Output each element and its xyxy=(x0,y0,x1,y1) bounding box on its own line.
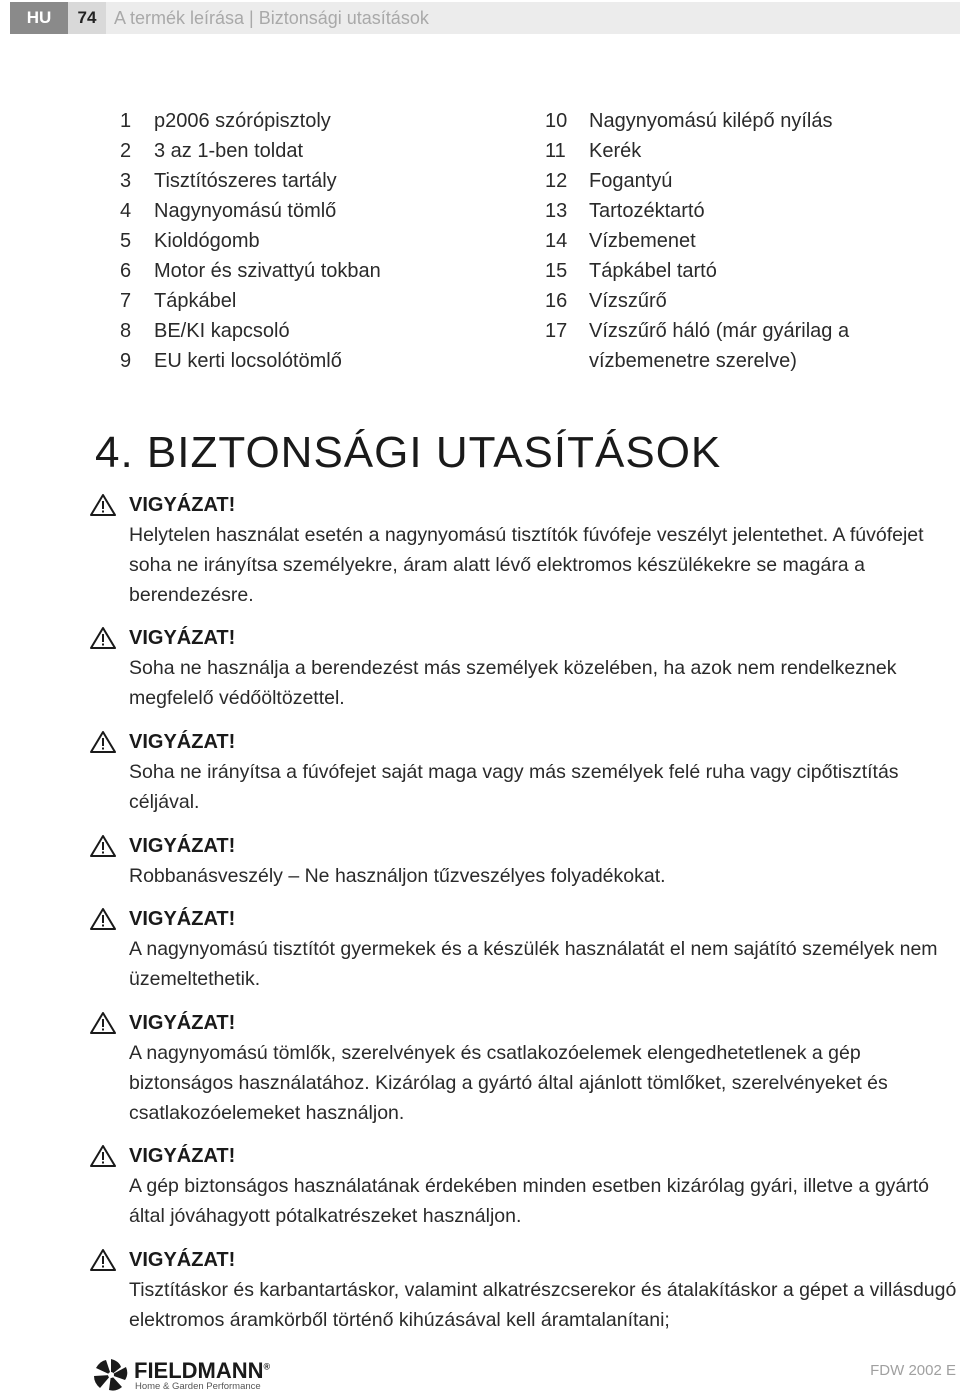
item-number: 15 xyxy=(545,260,568,282)
warning-text: Soha ne használja a berendezést más személyek közelében, ha azok nem rendelkeznek megfelelő védőöltözettel. xyxy=(129,657,897,709)
fieldmann-logo-icon xyxy=(92,1358,130,1392)
warning-label: VIGYÁZAT! xyxy=(129,834,236,857)
list-item xyxy=(120,316,520,346)
list-item xyxy=(120,226,520,256)
warning-label: VIGYÁZAT! xyxy=(129,1011,236,1034)
list-item xyxy=(545,106,945,136)
item-number: 14 xyxy=(545,230,568,252)
item-number: 2 xyxy=(120,140,132,162)
list-item xyxy=(545,256,945,286)
model-code: FDW 2002 E xyxy=(870,1362,956,1379)
warning-triangle-icon xyxy=(90,1248,116,1272)
warning-text: Helytelen használat esetén a nagynyomású tisztítók fúvófeje veszélyt jelentethet. A fúvófejet soha ne irányítsa személyekre, áram alatt lévő elektromos készülékekre se magára a berendezésre. xyxy=(129,524,924,606)
item-label: p2006 szórópisztoly xyxy=(154,110,331,132)
item-label: Fogantyú xyxy=(589,170,673,192)
parts-list-left xyxy=(120,106,520,376)
warning-block xyxy=(90,1008,958,1128)
warning-block xyxy=(90,831,958,891)
item-label: Motor és szivattyú tokban xyxy=(154,260,381,282)
item-number: 12 xyxy=(545,170,568,192)
item-label: Nagynyomású kilépő nyílás xyxy=(589,110,833,132)
item-number: 3 xyxy=(120,170,132,192)
warning-text: Soha ne irányítsa a fúvófejet saját maga vagy más személyek felé ruha vagy cipőtisztítás céljával. xyxy=(129,761,899,813)
page-number: 74 xyxy=(68,2,106,34)
warning-triangle-icon xyxy=(90,730,116,754)
warning-label: VIGYÁZAT! xyxy=(129,730,236,753)
item-label: Tisztítószeres tartály xyxy=(154,170,337,192)
parts-list-right xyxy=(545,106,945,376)
warning-triangle-icon xyxy=(90,1144,116,1168)
list-item xyxy=(120,286,520,316)
item-number: 13 xyxy=(545,200,568,222)
warning-text: A gép biztonságos használatának érdekében minden esetben kizárólag gyári, illetve a gyártó által jóváhagyott pótalkatrészeket használjon. xyxy=(129,1175,930,1227)
warning-triangle-icon xyxy=(90,493,116,517)
language-badge: HU xyxy=(10,2,68,34)
list-item xyxy=(545,226,945,256)
item-label: Tápkábel tartó xyxy=(589,260,717,282)
warning-label: VIGYÁZAT! xyxy=(129,1144,236,1167)
warning-label: VIGYÁZAT! xyxy=(129,907,236,930)
item-number: 17 xyxy=(545,320,568,342)
list-item xyxy=(545,136,945,166)
brand-name: FIELDMANN® xyxy=(134,1358,271,1383)
warning-label: VIGYÁZAT! xyxy=(129,1248,236,1271)
list-item xyxy=(120,166,520,196)
item-number: 10 xyxy=(545,110,568,132)
list-item xyxy=(120,196,520,226)
item-label: Vízszűrő xyxy=(589,290,667,312)
brand-tagline: Home & Garden Performance xyxy=(135,1381,261,1392)
warning-triangle-icon xyxy=(90,907,116,931)
item-number: 8 xyxy=(120,320,132,342)
item-label: Tápkábel xyxy=(154,290,237,312)
item-label: 3 az 1-ben toldat xyxy=(154,140,303,162)
page-header xyxy=(0,0,960,36)
item-number: 6 xyxy=(120,260,132,282)
item-number: 5 xyxy=(120,230,132,252)
item-number: 16 xyxy=(545,290,568,312)
list-item xyxy=(545,196,945,226)
warning-triangle-icon xyxy=(90,834,116,858)
warning-triangle-icon xyxy=(90,1011,116,1035)
item-label: Vízszűrő háló (már gyárilag a vízbemenetre szerelve) xyxy=(589,320,850,372)
warning-block xyxy=(90,1141,958,1231)
item-label: Tartozéktartó xyxy=(589,200,705,222)
item-number: 9 xyxy=(120,350,132,372)
list-item xyxy=(545,316,945,376)
brand-logo xyxy=(92,1356,271,1394)
item-label: Kerék xyxy=(589,140,642,162)
item-label: Vízbemenet xyxy=(589,230,696,252)
list-item xyxy=(120,106,520,136)
list-item xyxy=(120,346,520,376)
warning-triangle-icon xyxy=(90,626,116,650)
item-label: BE/KI kapcsoló xyxy=(154,320,290,342)
list-item xyxy=(545,166,945,196)
warning-text: Robbanásveszély – Ne használjon tűzveszélyes folyadékokat. xyxy=(129,865,666,887)
warning-block xyxy=(90,1245,958,1335)
item-number: 4 xyxy=(120,200,132,222)
item-number: 7 xyxy=(120,290,132,312)
warning-label: VIGYÁZAT! xyxy=(129,493,236,516)
list-item xyxy=(120,256,520,286)
item-label: Kioldógomb xyxy=(154,230,260,252)
warning-block xyxy=(90,623,958,713)
header-title: A termék leírása | Biztonsági utasítások xyxy=(106,2,960,34)
warning-text: A nagynyomású tömlők, szerelvények és csatlakozóelemek elengedhetetlenek a gép biztonságos használatához. Kizárólag a gyártó által ajánlott tömlőket, szerelvényeket és csatlakozóelemeket használjon. xyxy=(129,1042,888,1124)
warning-block xyxy=(90,904,958,994)
warning-text: A nagynyomású tisztítót gyermekek és a készülék használatát el nem sajátító személyek nem üzemeltethetik. xyxy=(129,938,938,990)
warning-block xyxy=(90,727,958,817)
item-label: EU kerti locsolótömlő xyxy=(154,350,342,372)
warning-text: Tisztításkor és karbantartáskor, valamint alkatrészcserekor és átalakításkor a gépet a villásdugó elektromos áramkörből történő kihúzásával kell áramtalanítani; xyxy=(129,1279,957,1331)
list-item xyxy=(545,286,945,316)
warning-label: VIGYÁZAT! xyxy=(129,626,236,649)
section-title: 4. BIZTONSÁGI UTASÍTÁSOK xyxy=(95,428,722,477)
item-label: Nagynyomású tömlő xyxy=(154,200,337,222)
item-number: 11 xyxy=(545,140,566,162)
warning-block xyxy=(90,490,958,610)
list-item xyxy=(120,136,520,166)
item-number: 1 xyxy=(120,110,132,132)
